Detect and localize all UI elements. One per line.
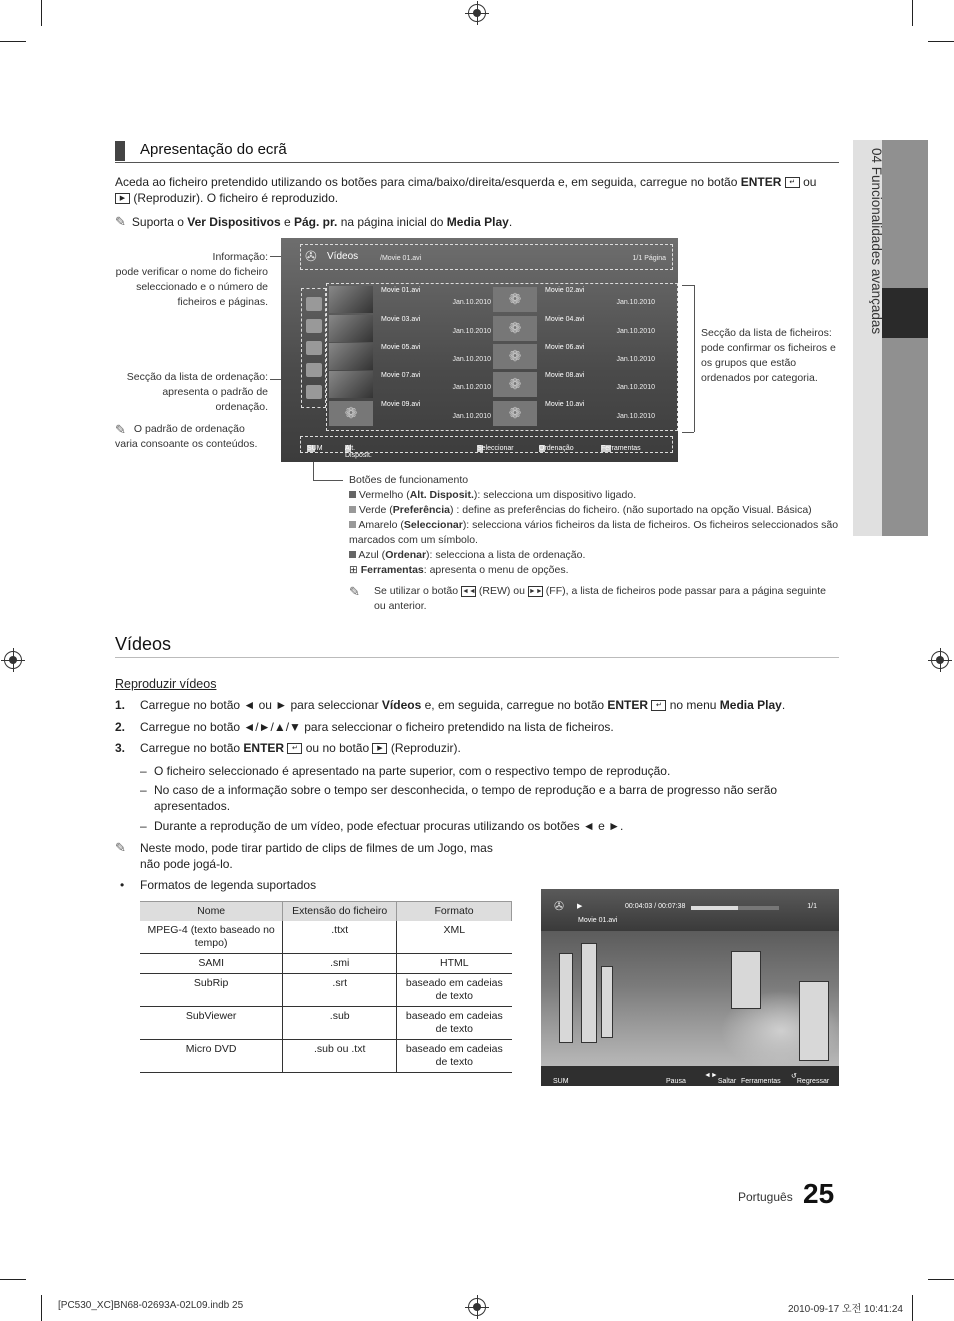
play-key-icon: ▶ <box>372 743 387 754</box>
file-date: Jan.10.2010 <box>616 356 655 363</box>
table-cell: .srt <box>283 973 397 1006</box>
crop-mark <box>928 41 954 42</box>
file-item[interactable] <box>329 286 489 313</box>
bullet-item: • Formatos de legenda suportados <box>120 878 317 892</box>
tools-icon: ⊞ <box>349 564 361 576</box>
step-1: 1. Carregue no botão ◄ ou ► para seleccionar Vídeos e, em seguida, carregue no botão ENTER ↵ no menu Media Play. <box>115 698 786 712</box>
videos-heading: Vídeos <box>115 634 839 658</box>
table-row <box>140 921 512 954</box>
file-item[interactable] <box>493 286 653 313</box>
buttons-description: Botões de funcionamento Vermelho (Alt. Disposit.): selecciona um dispositivo ligado. Verde (Preferência) : define as preferências do ficheiro. (não suportado na opção Visual. Básica) Amarelo (Seleccionar): selecciona vários ficheiros da lista de ficheiros. Os ficheiros seleccionados são marcados com um símbolo. Azul (Ordenar): selecciona a lista de ordenação. ⊞ Ferramentas: apresenta o menu de opções. ✎ Se utilizar o botão ◄◄ (REW) ou ►► (FF), a lista de ficheiros pode passar para a página seguinte ou anterior. <box>349 474 839 612</box>
file-item[interactable] <box>329 343 489 370</box>
file-date: Jan.10.2010 <box>452 356 491 363</box>
table-cell: SubViewer <box>140 1006 283 1039</box>
film-reel-icon: ❁ <box>493 287 537 312</box>
note-pencil-icon: ✎ <box>115 214 126 229</box>
file-count: 1/1 <box>807 903 817 910</box>
table-cell: XML <box>397 921 512 954</box>
return-button: ↺ Regressar <box>791 1073 830 1085</box>
table-header: Nome <box>140 902 283 921</box>
table-cell: baseado em cadeias de texto <box>397 973 512 1006</box>
table-row <box>140 953 512 973</box>
table-cell: baseado em cadeias de texto <box>397 1006 512 1039</box>
registration-mark-icon <box>4 651 22 669</box>
folder-icon <box>306 297 322 311</box>
title-sort-icon <box>306 319 322 333</box>
crop-mark <box>41 1295 42 1321</box>
enter-key-icon: ↵ <box>651 700 666 711</box>
note-pencil-icon: ✎ <box>115 840 126 855</box>
file-item[interactable] <box>493 315 653 342</box>
calendar-icon <box>306 341 322 355</box>
playback-time: 00:04:03 / 00:07:38 <box>625 903 686 910</box>
chapter-label: 04 Funcionalidades avançadas <box>869 148 884 335</box>
table-cell: .sub ou .txt <box>283 1039 397 1072</box>
note-pencil-icon: ✎ <box>115 422 126 437</box>
table-header: Extensão do ficheiro <box>283 902 397 921</box>
media-play-screen <box>281 238 678 462</box>
crop-mark <box>41 0 42 26</box>
table-cell: MPEG-4 (texto baseado no tempo) <box>140 921 283 954</box>
videos-note: ✎ Neste modo, pode tirar partido de clips de filmes de um Jogo, mas não pode jogá-lo. <box>115 840 493 871</box>
crop-mark <box>0 41 26 42</box>
step-2: 2. Carregue no botão ◄/►/▲/▼ para seleccionar o ficheiro pretendido na lista de ficheiros. <box>115 720 614 734</box>
play-key-icon: ▶ <box>115 193 130 204</box>
leader-line <box>313 480 343 481</box>
file-date: Jan.10.2010 <box>616 299 655 306</box>
table-row <box>140 1006 512 1039</box>
file-date: Jan.10.2010 <box>616 413 655 420</box>
print-footer-left: [PC530_XC]BN68-02693A-02L09.indb 25 <box>58 1300 244 1311</box>
video-thumbnail <box>329 371 373 398</box>
page-number: 25 <box>803 1178 835 1209</box>
section-heading <box>115 140 839 163</box>
enter-key-icon: ↵ <box>785 177 800 188</box>
file-item[interactable] <box>493 343 653 370</box>
crop-mark <box>0 1279 26 1280</box>
file-date: Jan.10.2010 <box>452 413 491 420</box>
callout-sort: Secção da lista de ordenação: apresenta o padrão de ordenação. <box>126 371 268 413</box>
file-name: Movie 05.avi <box>381 344 421 351</box>
info-bar <box>300 244 673 270</box>
dash-item: – Durante a reprodução de um vídeo, pode efectuar procuras utilizando os botões ◄ e ►. <box>140 819 624 833</box>
bracket <box>682 432 694 433</box>
file-date: Jan.10.2010 <box>452 299 491 306</box>
table-cell: Micro DVD <box>140 1039 283 1072</box>
file-name: Movie 07.avi <box>381 372 421 379</box>
file-list <box>326 283 678 431</box>
callout-sort-note: ✎ O padrão de ordenação varia consoante os conteúdos. <box>115 422 258 450</box>
fastforward-key-icon: ►► <box>528 587 543 595</box>
dash-item: – No caso de a informação sobre o tempo ser desconhecida, o tempo de reprodução e a barra de progresso não serão apresentados. <box>140 783 778 813</box>
registration-mark-icon <box>931 651 949 669</box>
rewind-key-icon: ◄◄ <box>461 587 476 595</box>
subtitle-formats-table <box>140 901 512 1073</box>
video-thumbnail <box>329 286 373 313</box>
file-date: Jan.10.2010 <box>616 328 655 335</box>
section-title: Apresentação do ecrã <box>140 141 287 158</box>
registration-mark-icon <box>468 1298 486 1316</box>
player-info-bar <box>541 889 839 931</box>
callout-info: Informação: pode verificar o nome do ficheiro seleccionado e o número de ficheiros e páginas. <box>115 251 268 308</box>
file-date: Jan.10.2010 <box>452 384 491 391</box>
table-header: Formato <box>397 902 512 921</box>
table-cell: .ttxt <box>283 921 397 954</box>
film-reel-icon: ✇ <box>305 248 317 264</box>
file-date: Jan.10.2010 <box>452 328 491 335</box>
play-status-icon: ▶ <box>577 903 583 910</box>
file-date: Jan.10.2010 <box>616 384 655 391</box>
file-item[interactable] <box>329 371 489 398</box>
intro-text: Aceda ao ficheiro pretendido utilizando os botões para cima/baixo/direita/esquerda e, em seguida, carregue no botão ENTER ↵ ou ▶ (Reproduzir). O ficheiro é reproduzido. <box>115 175 817 205</box>
video-player-screen <box>541 889 839 1086</box>
table-row <box>140 1039 512 1072</box>
player-control-bar: SUM Pausa ◄► Saltar Ferramentas ↺ Regressar <box>541 1066 839 1086</box>
chapter-side-tab <box>853 140 928 536</box>
crop-mark <box>912 0 913 26</box>
page-indicator: 1/1 Página <box>632 255 666 262</box>
file-item[interactable] <box>493 371 653 398</box>
file-item[interactable] <box>329 315 489 342</box>
intro-note: ✎ Suporta o Ver Dispositivos e Pág. pr. na página inicial do Media Play. <box>115 214 513 229</box>
table-cell: SAMI <box>140 953 283 973</box>
film-reel-icon: ❁ <box>493 316 537 341</box>
callout-file-list: Secção da lista de ficheiros: pode confirmar os ficheiros e os grupos que estão ordenados por categoria. <box>701 327 836 384</box>
progress-bar <box>691 906 779 910</box>
bracket <box>694 285 695 432</box>
table-cell: .smi <box>283 953 397 973</box>
film-reel-icon: ❁ <box>493 401 537 426</box>
table-row <box>140 973 512 1006</box>
film-reel-icon: ❁ <box>493 344 537 369</box>
file-name: Movie 10.avi <box>545 401 585 408</box>
table-cell: .sub <box>283 1006 397 1039</box>
film-reel-icon: ❁ <box>493 372 537 397</box>
videos-subtitle: Reproduzir vídeos <box>115 677 217 691</box>
skip-button: ◄► Saltar <box>704 1072 737 1085</box>
function-bar: SUM Alt. Disposit. Seleccionar Ordenação Ferramentas <box>300 436 673 453</box>
registration-mark-icon <box>468 4 486 22</box>
file-name: Movie 02.avi <box>545 287 585 294</box>
film-reel-icon: ❁ <box>329 401 373 426</box>
file-item[interactable] <box>493 400 653 427</box>
table-cell: baseado em cadeias de texto <box>397 1039 512 1072</box>
crop-mark <box>912 1295 913 1321</box>
table-cell: SubRip <box>140 973 283 1006</box>
table-cell: HTML <box>397 953 512 973</box>
file-name: Movie 09.avi <box>381 401 421 408</box>
file-name: Movie 04.avi <box>545 316 585 323</box>
print-footer-right: 2010-09-17 오전 10:41:24 <box>788 1304 903 1315</box>
file-name: Movie 08.avi <box>545 372 585 379</box>
file-item[interactable] <box>329 400 489 427</box>
language-label: Português <box>738 1190 793 1204</box>
playing-file-name: Movie 01.avi <box>578 917 618 924</box>
enter-key-icon: ↵ <box>287 743 302 754</box>
video-frame-giraffes <box>541 931 839 1066</box>
screen-title: Vídeos <box>327 251 359 262</box>
star-icon <box>306 385 322 399</box>
crop-mark <box>928 1279 954 1280</box>
dash-item: – O ficheiro seleccionado é apresentado na parte superior, com o respectivo tempo de reprodução. <box>140 764 671 778</box>
file-name: Movie 01.avi <box>381 287 421 294</box>
video-thumbnail <box>329 343 373 370</box>
step-3: 3. Carregue no botão ENTER ↵ ou no botão ▶ (Reproduzir). <box>115 741 461 755</box>
bracket <box>682 285 694 286</box>
sort-list[interactable] <box>301 288 326 408</box>
file-name: Movie 03.avi <box>381 316 421 323</box>
film-reel-icon: ✇ <box>554 899 565 913</box>
video-thumbnail <box>329 315 373 342</box>
month-sort-icon <box>306 363 322 377</box>
note-pencil-icon: ✎ <box>349 584 360 599</box>
file-path: /Movie 01.avi <box>380 255 422 262</box>
file-name: Movie 06.avi <box>545 344 585 351</box>
